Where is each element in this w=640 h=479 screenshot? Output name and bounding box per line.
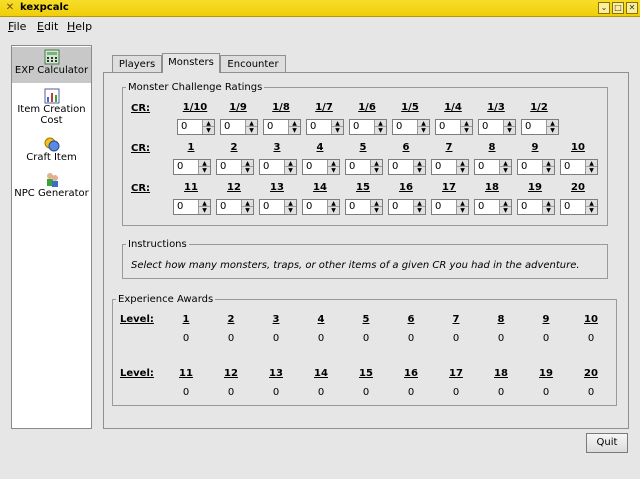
cr-column-header: 12 xyxy=(227,182,241,193)
cr-column-header: 1/5 xyxy=(401,102,419,113)
app-icon[interactable]: ✕ xyxy=(5,2,15,13)
cr-column-header: 17 xyxy=(442,182,456,193)
cr-row-label: CR: xyxy=(131,183,151,194)
title-bar xyxy=(0,0,640,17)
cr-column-header: 1/3 xyxy=(487,102,505,113)
cr-count-spinbox[interactable] xyxy=(521,119,559,135)
spin-down-icon[interactable]: ▼ xyxy=(202,207,207,214)
menu-edit[interactable]: Edit xyxy=(37,20,59,33)
spinbox-value: 0 xyxy=(564,161,571,172)
group-title: Monster Challenge Ratings xyxy=(128,82,263,93)
cr-count-spinbox[interactable] xyxy=(474,159,512,175)
cr-column-header: 10 xyxy=(571,142,585,153)
cr-column-header: 13 xyxy=(270,182,284,193)
experience-award-value: 0 xyxy=(227,333,235,344)
spinbox-arrows xyxy=(546,120,558,134)
spinbox-arrows xyxy=(288,120,300,134)
spinbox-arrows xyxy=(331,120,343,134)
cr-count-spinbox[interactable] xyxy=(216,159,254,175)
cr-count-spinbox[interactable] xyxy=(173,159,211,175)
cr-count-spinbox[interactable] xyxy=(517,159,555,175)
minimize-icon[interactable]: ⌄ xyxy=(598,2,610,14)
sidebar-item-item-creation-cost[interactable] xyxy=(12,88,91,132)
level-header: 19 xyxy=(539,368,553,379)
level-header: 20 xyxy=(584,368,598,379)
cr-count-spinbox[interactable] xyxy=(259,159,297,175)
level-header: 18 xyxy=(494,368,508,379)
spin-up-icon[interactable]: ▲ xyxy=(418,120,429,127)
cr-column-header: 5 xyxy=(359,142,367,153)
spinbox-arrows xyxy=(542,160,554,174)
menu-file[interactable]: File xyxy=(8,20,27,33)
experience-award-value: 0 xyxy=(587,333,595,344)
spin-down-icon[interactable]: ▼ xyxy=(206,127,211,134)
spin-down-icon[interactable]: ▼ xyxy=(460,167,465,174)
spinbox-value: 0 xyxy=(525,121,532,132)
spinbox-arrows xyxy=(241,200,253,214)
experience-award-value: 0 xyxy=(587,387,595,398)
cr-count-spinbox[interactable] xyxy=(302,199,340,215)
quit-button[interactable]: Quit xyxy=(586,433,628,453)
experience-award-value: 0 xyxy=(452,333,460,344)
sidebar xyxy=(11,45,92,429)
sidebar-item-label: Craft Item xyxy=(26,152,77,163)
spin-up-icon[interactable]: ▲ xyxy=(457,160,468,167)
spinbox-value: 0 xyxy=(267,121,274,132)
cr-column-header: 15 xyxy=(356,182,370,193)
cr-count-spinbox[interactable] xyxy=(478,119,516,135)
spinbox-arrows xyxy=(198,200,210,214)
spin-down-icon[interactable]: ▼ xyxy=(546,207,551,214)
experience-award-value: 0 xyxy=(227,387,235,398)
cr-count-spinbox[interactable] xyxy=(345,199,383,215)
spinbox-value: 0 xyxy=(396,121,403,132)
chart-icon xyxy=(44,88,60,104)
level-header: 17 xyxy=(449,368,463,379)
spin-up-icon[interactable]: ▲ xyxy=(461,120,472,127)
spinbox-arrows xyxy=(542,200,554,214)
cr-column-header: 19 xyxy=(528,182,542,193)
spinbox-value: 0 xyxy=(306,201,313,212)
experience-award-value: 0 xyxy=(542,333,550,344)
spinbox-value: 0 xyxy=(392,161,399,172)
group-title: Experience Awards xyxy=(118,294,214,305)
spin-down-icon[interactable]: ▼ xyxy=(503,167,508,174)
cr-column-header: 4 xyxy=(316,142,324,153)
cr-count-spinbox[interactable] xyxy=(517,199,555,215)
spinbox-arrows xyxy=(456,200,468,214)
experience-award-value: 0 xyxy=(317,333,325,344)
instructions-text: Select how many monsters, traps, or other items of a given CR you had in the adventure. xyxy=(131,260,580,271)
cr-count-spinbox[interactable] xyxy=(388,199,426,215)
spin-down-icon[interactable]: ▼ xyxy=(460,207,465,214)
spin-up-icon[interactable]: ▲ xyxy=(289,120,300,127)
cr-column-header: 2 xyxy=(230,142,238,153)
cr-count-spinbox[interactable] xyxy=(474,199,512,215)
spin-up-icon[interactable]: ▲ xyxy=(246,120,257,127)
spinbox-value: 0 xyxy=(353,121,360,132)
level-header: 7 xyxy=(452,314,460,325)
coins-icon xyxy=(44,136,60,152)
experience-award-value: 0 xyxy=(407,333,415,344)
spinbox-value: 0 xyxy=(564,201,571,212)
spin-up-icon[interactable]: ▲ xyxy=(500,200,511,207)
spinbox-value: 0 xyxy=(435,201,442,212)
experience-award-value: 0 xyxy=(272,333,280,344)
spinbox-arrows xyxy=(417,120,429,134)
level-row-label: Level: xyxy=(120,314,154,325)
spinbox-value: 0 xyxy=(521,161,528,172)
spin-down-icon[interactable]: ▼ xyxy=(546,167,551,174)
spin-down-icon[interactable]: ▼ xyxy=(202,167,207,174)
spinbox-value: 0 xyxy=(349,161,356,172)
cr-count-spinbox[interactable] xyxy=(388,159,426,175)
experience-award-value: 0 xyxy=(362,387,370,398)
group-title: Instructions xyxy=(128,239,187,250)
cr-column-header: 1/8 xyxy=(272,102,290,113)
level-header: 8 xyxy=(497,314,505,325)
spinbox-value: 0 xyxy=(478,161,485,172)
experience-award-value: 0 xyxy=(497,387,505,398)
sidebar-item-npc-generator[interactable] xyxy=(12,172,91,204)
spin-up-icon[interactable]: ▲ xyxy=(414,160,425,167)
spinbox-value: 0 xyxy=(177,161,184,172)
cr-column-header: 16 xyxy=(399,182,413,193)
spinbox-arrows xyxy=(585,160,597,174)
spin-down-icon[interactable]: ▼ xyxy=(589,207,594,214)
sidebar-item-craft-item[interactable] xyxy=(12,136,91,168)
level-header: 5 xyxy=(362,314,370,325)
experience-award-value: 0 xyxy=(317,387,325,398)
tab-encounter[interactable]: Encounter xyxy=(220,55,286,73)
cr-column-header: 8 xyxy=(488,142,496,153)
spin-up-icon[interactable]: ▲ xyxy=(242,160,253,167)
spinbox-value: 0 xyxy=(177,201,184,212)
spinbox-value: 0 xyxy=(482,121,489,132)
spinbox-arrows xyxy=(585,200,597,214)
people-icon xyxy=(44,172,60,188)
cr-column-header: 1/6 xyxy=(358,102,376,113)
instructions-group xyxy=(122,239,608,279)
spin-down-icon[interactable]: ▼ xyxy=(331,207,336,214)
cr-count-spinbox[interactable] xyxy=(173,199,211,215)
spin-up-icon[interactable]: ▲ xyxy=(285,200,296,207)
spin-down-icon[interactable]: ▼ xyxy=(331,167,336,174)
spin-up-icon[interactable]: ▲ xyxy=(332,120,343,127)
spin-up-icon[interactable]: ▲ xyxy=(242,200,253,207)
cr-count-spinbox[interactable] xyxy=(306,119,344,135)
spin-up-icon[interactable]: ▲ xyxy=(586,200,597,207)
spin-up-icon[interactable]: ▲ xyxy=(371,200,382,207)
spin-down-icon[interactable]: ▼ xyxy=(464,127,469,134)
cr-count-spinbox[interactable] xyxy=(349,119,387,135)
spinbox-arrows xyxy=(241,160,253,174)
cr-column-header: 6 xyxy=(402,142,410,153)
cr-column-header: 18 xyxy=(485,182,499,193)
spinbox-value: 0 xyxy=(263,161,270,172)
spin-up-icon[interactable]: ▲ xyxy=(543,200,554,207)
cr-column-header: 1/2 xyxy=(530,102,548,113)
tab-monsters[interactable]: Monsters xyxy=(162,53,220,73)
spinbox-value: 0 xyxy=(220,201,227,212)
spinbox-arrows xyxy=(198,160,210,174)
experience-award-value: 0 xyxy=(272,387,280,398)
cr-column-header: 9 xyxy=(531,142,539,153)
spin-up-icon[interactable]: ▲ xyxy=(375,120,386,127)
cr-count-spinbox[interactable] xyxy=(431,159,469,175)
spin-down-icon[interactable]: ▼ xyxy=(335,127,340,134)
cr-column-header: 1/9 xyxy=(229,102,247,113)
spin-up-icon[interactable]: ▲ xyxy=(203,120,214,127)
level-header: 13 xyxy=(269,368,283,379)
spinbox-arrows xyxy=(456,160,468,174)
level-header: 11 xyxy=(179,368,193,379)
sidebar-item-exp-calculator[interactable] xyxy=(12,47,91,83)
maximize-icon[interactable]: □ xyxy=(612,2,624,14)
spin-up-icon[interactable]: ▲ xyxy=(500,160,511,167)
spinbox-arrows xyxy=(413,160,425,174)
tab-players[interactable]: Players xyxy=(112,55,162,73)
cr-count-spinbox[interactable] xyxy=(220,119,258,135)
spinbox-value: 0 xyxy=(310,121,317,132)
cr-column-header: 1/7 xyxy=(315,102,333,113)
menu-bar xyxy=(0,17,640,35)
experience-award-value: 0 xyxy=(497,333,505,344)
level-header: 9 xyxy=(542,314,550,325)
spinbox-value: 0 xyxy=(478,201,485,212)
cr-count-spinbox[interactable] xyxy=(560,199,598,215)
spinbox-value: 0 xyxy=(306,161,313,172)
spinbox-value: 0 xyxy=(263,201,270,212)
experience-award-value: 0 xyxy=(182,387,190,398)
level-header: 14 xyxy=(314,368,328,379)
experience-award-value: 0 xyxy=(362,333,370,344)
spin-up-icon[interactable]: ▲ xyxy=(285,160,296,167)
spinbox-arrows xyxy=(499,200,511,214)
spin-up-icon[interactable]: ▲ xyxy=(371,160,382,167)
spinbox-arrows xyxy=(460,120,472,134)
spinbox-arrows xyxy=(370,200,382,214)
spin-down-icon[interactable]: ▼ xyxy=(503,207,508,214)
spinbox-value: 0 xyxy=(392,201,399,212)
level-header: 10 xyxy=(584,314,598,325)
calculator-icon xyxy=(44,49,60,65)
cr-count-spinbox[interactable] xyxy=(259,199,297,215)
cr-column-header: 3 xyxy=(273,142,281,153)
cr-count-spinbox[interactable] xyxy=(435,119,473,135)
spinbox-value: 0 xyxy=(220,161,227,172)
spinbox-arrows xyxy=(370,160,382,174)
spinbox-arrows xyxy=(202,120,214,134)
sidebar-item-label: EXP Calculator xyxy=(14,65,89,76)
spinbox-value: 0 xyxy=(521,201,528,212)
spin-down-icon[interactable]: ▼ xyxy=(245,167,250,174)
spinbox-value: 0 xyxy=(224,121,231,132)
spinbox-value: 0 xyxy=(439,121,446,132)
sidebar-item-label: Item Creation Cost xyxy=(17,104,86,126)
level-header: 15 xyxy=(359,368,373,379)
spinbox-arrows xyxy=(327,200,339,214)
spinbox-arrows xyxy=(245,120,257,134)
cr-count-spinbox[interactable] xyxy=(345,159,383,175)
spinbox-arrows xyxy=(503,120,515,134)
spin-up-icon[interactable]: ▲ xyxy=(328,160,339,167)
cr-row-label: CR: xyxy=(131,103,151,114)
experience-award-value: 0 xyxy=(182,333,190,344)
spin-down-icon[interactable]: ▼ xyxy=(288,207,293,214)
level-header: 2 xyxy=(227,314,235,325)
spin-up-icon[interactable]: ▲ xyxy=(328,200,339,207)
spin-down-icon[interactable]: ▼ xyxy=(417,207,422,214)
cr-column-header: 11 xyxy=(184,182,198,193)
cr-row-label: CR: xyxy=(131,143,151,154)
spinbox-arrows xyxy=(284,200,296,214)
spinbox-arrows xyxy=(499,160,511,174)
cr-count-spinbox[interactable] xyxy=(560,159,598,175)
spin-up-icon[interactable]: ▲ xyxy=(547,120,558,127)
spin-down-icon[interactable]: ▼ xyxy=(421,127,426,134)
cr-count-spinbox[interactable] xyxy=(177,119,215,135)
cr-count-spinbox[interactable] xyxy=(431,199,469,215)
cr-count-spinbox[interactable] xyxy=(263,119,301,135)
spin-down-icon[interactable]: ▼ xyxy=(374,167,379,174)
spin-down-icon[interactable]: ▼ xyxy=(374,207,379,214)
level-header: 4 xyxy=(317,314,325,325)
spinbox-value: 0 xyxy=(181,121,188,132)
window-title: kexpcalc xyxy=(20,2,69,13)
spin-up-icon[interactable]: ▲ xyxy=(199,160,210,167)
spin-down-icon[interactable]: ▼ xyxy=(550,127,555,134)
spinbox-arrows xyxy=(327,160,339,174)
cr-column-header: 1/10 xyxy=(182,102,208,113)
spinbox-arrows xyxy=(284,160,296,174)
sidebar-item-label: NPC Generator xyxy=(14,188,89,199)
level-header: 12 xyxy=(224,368,238,379)
cr-column-header: 1/4 xyxy=(444,102,462,113)
spin-up-icon[interactable]: ▲ xyxy=(414,200,425,207)
spin-down-icon[interactable]: ▼ xyxy=(249,127,254,134)
spin-down-icon[interactable]: ▼ xyxy=(378,127,383,134)
spin-down-icon[interactable]: ▼ xyxy=(245,207,250,214)
spin-up-icon[interactable]: ▲ xyxy=(199,200,210,207)
spin-down-icon[interactable]: ▼ xyxy=(417,167,422,174)
level-header: 1 xyxy=(182,314,190,325)
experience-award-value: 0 xyxy=(452,387,460,398)
spin-up-icon[interactable]: ▲ xyxy=(586,160,597,167)
menu-help[interactable]: Help xyxy=(67,20,93,33)
spinbox-arrows xyxy=(413,200,425,214)
spin-up-icon[interactable]: ▲ xyxy=(504,120,515,127)
spin-up-icon[interactable]: ▲ xyxy=(457,200,468,207)
close-icon[interactable]: ✕ xyxy=(626,2,638,14)
spin-down-icon[interactable]: ▼ xyxy=(292,127,297,134)
level-header: 3 xyxy=(272,314,280,325)
cr-column-header: 1 xyxy=(187,142,195,153)
spinbox-value: 0 xyxy=(435,161,442,172)
experience-award-value: 0 xyxy=(407,387,415,398)
level-row-label: Level: xyxy=(120,368,154,379)
spin-down-icon[interactable]: ▼ xyxy=(288,167,293,174)
spin-up-icon[interactable]: ▲ xyxy=(543,160,554,167)
spin-down-icon[interactable]: ▼ xyxy=(589,167,594,174)
level-header: 16 xyxy=(404,368,418,379)
cr-count-spinbox[interactable] xyxy=(216,199,254,215)
cr-column-header: 20 xyxy=(571,182,585,193)
cr-count-spinbox[interactable] xyxy=(392,119,430,135)
spinbox-arrows xyxy=(374,120,386,134)
spinbox-value: 0 xyxy=(349,201,356,212)
cr-column-header: 14 xyxy=(313,182,327,193)
level-header: 6 xyxy=(407,314,415,325)
spin-down-icon[interactable]: ▼ xyxy=(507,127,512,134)
cr-column-header: 7 xyxy=(445,142,453,153)
cr-count-spinbox[interactable] xyxy=(302,159,340,175)
experience-award-value: 0 xyxy=(542,387,550,398)
